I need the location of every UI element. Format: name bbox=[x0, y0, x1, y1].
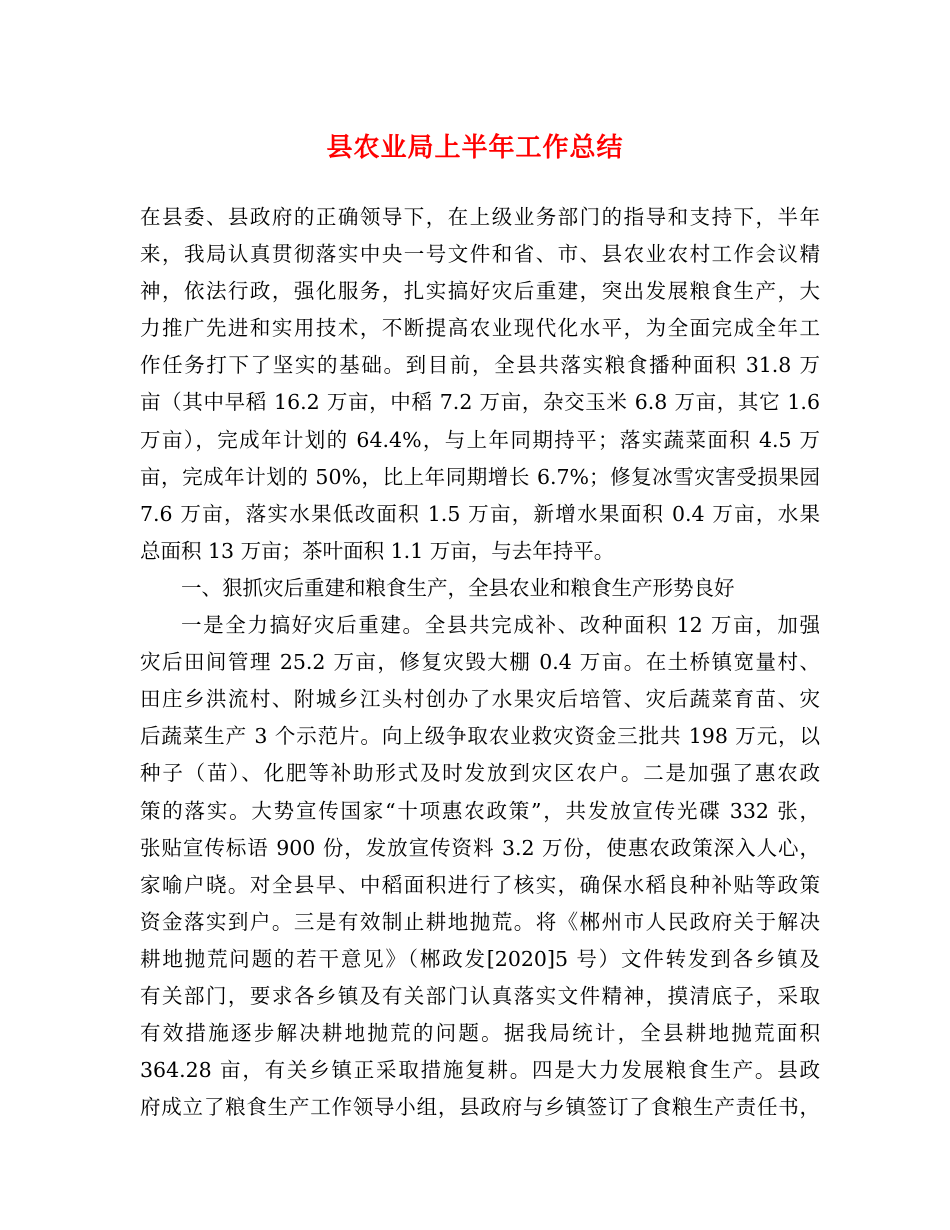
document-body bbox=[140, 199, 820, 1126]
text-line: 作任务打下了坚实的基础。到目前，全县共落实粮食播种面积 31.8 万 bbox=[140, 353, 820, 378]
text-line: 有关部门，要求各乡镇及有关部门认真落实文件精神，摸清底子，采取 bbox=[140, 983, 820, 1008]
paragraph-section-one bbox=[140, 607, 820, 1126]
text-line: 364.28 亩，有关乡镇正采取措施复耕。四是大力发展粮食生产。县政 bbox=[140, 1058, 820, 1083]
text-line: 张贴宣传标语 900 份，发放宣传资料 3.2 万份，使惠农政策深入人心， bbox=[140, 835, 820, 860]
document-title: 县农业局上半年工作总结 bbox=[326, 133, 624, 163]
text-line: 来，我局认真贯彻落实中央一号文件和省、市、县农业农村工作会议精 bbox=[140, 242, 820, 267]
text-line: 策的落实。大势宣传国家“十项惠农政策”，共发放宣传光碟 332 张， bbox=[140, 798, 820, 823]
text-line: 有效措施逐步解决耕地抛荒的问题。据我局统计，全县耕地抛荒面积 bbox=[140, 1021, 820, 1046]
text-line: 后蔬菜生产 3 个示范片。向上级争取农业救灾资金三批共 198 万元，以 bbox=[140, 724, 820, 749]
text-line: 资金落实到户。三是有效制止耕地抛荒。将《郴州市人民政府关于解决 bbox=[140, 909, 820, 934]
text-line: 力推广先进和实用技术，不断提高农业现代化水平，为全面完成全年工 bbox=[140, 316, 820, 341]
paragraph-intro bbox=[140, 199, 820, 570]
text-line: 神，依法行政，强化服务，扎实搞好灾后重建，突出发展粮食生产，大 bbox=[140, 279, 820, 304]
text-line: 府成立了粮食生产工作领导小组，县政府与乡镇签订了食粮生产责任书， bbox=[140, 1095, 820, 1120]
text-line: 灾后田间管理 25.2 万亩，修复灾毁大棚 0.4 万亩。在土桥镇宽量村、 bbox=[140, 650, 820, 675]
text-line: 亩（其中早稻 16.2 万亩，中稻 7.2 万亩，杂交玉米 6.8 万亩，其它 1.6 bbox=[140, 390, 820, 415]
text-line: 总面积 13 万亩；茶叶面积 1.1 万亩，与去年持平。 bbox=[140, 538, 615, 563]
text-line: 在县委、县政府的正确领导下，在上级业务部门的指导和支持下，半年 bbox=[140, 205, 820, 229]
text-line: 一、狠抓灾后重建和粮食生产，全县农业和粮食生产形势良好 bbox=[181, 575, 735, 600]
text-line: 田庄乡洪流村、附城乡江头村创办了水果灾后培管、灾后蔬菜育苗、灾 bbox=[140, 687, 820, 712]
text-line: 一是全力搞好灾后重建。全县共完成补、改种面积 12 万亩，加强 bbox=[181, 613, 820, 638]
section-heading bbox=[140, 570, 820, 607]
text-line: 耕地抛荒问题的若干意见》（郴政发[2020]5 号）文件转发到各乡镇及 bbox=[140, 946, 820, 971]
text-line: 7.6 万亩，落实水果低改面积 1.5 万亩，新增水果面积 0.4 万亩，水果 bbox=[140, 501, 820, 526]
text-line: 家喻户晓。对全县早、中稻面积进行了核实，确保水稻良种补贴等政策 bbox=[140, 872, 820, 897]
text-line: 亩，完成年计划的 50%，比上年同期增长 6.7%；修复冰雪灾害受损果园 bbox=[140, 464, 820, 489]
text-line: 万亩），完成年计划的 64.4%，与上年同期持平；落实蔬菜面积 4.5 万 bbox=[140, 427, 820, 452]
text-line: 种子（苗）、化肥等补助形式及时发放到灾区农户。二是加强了惠农政 bbox=[140, 761, 820, 786]
